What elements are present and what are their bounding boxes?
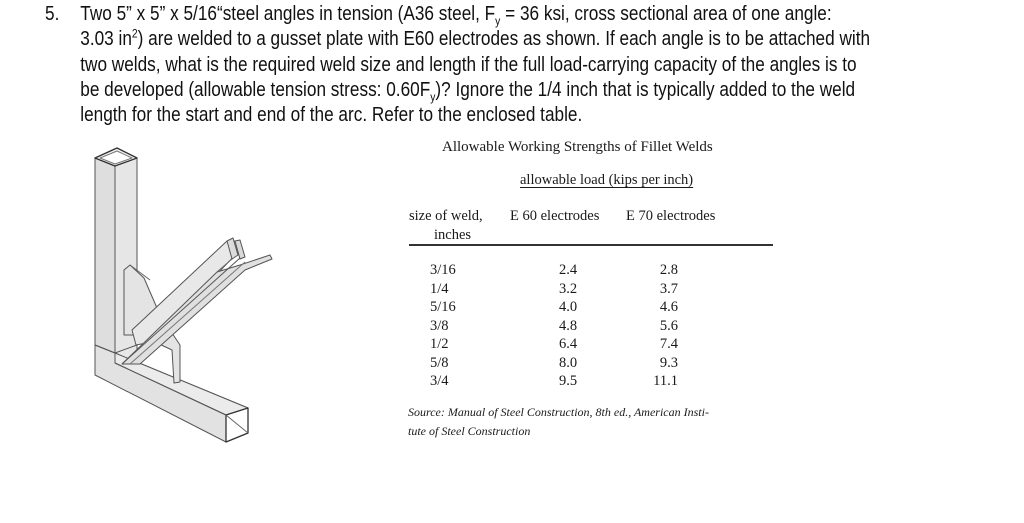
table-header-rule: [409, 244, 773, 246]
cell-size: 3/4: [430, 373, 449, 389]
gusset-connection-figure: [80, 135, 300, 455]
cell-size: 5/16: [430, 299, 456, 315]
cell-e60: 3.2: [558, 280, 578, 297]
text-fragment: = 36 ksi, cross sectional area of one angle:: [500, 3, 832, 25]
problem-number: 5.: [45, 3, 60, 25]
cell-e70: 3.7: [659, 280, 678, 297]
cell-size: 3/16: [430, 262, 456, 278]
problem-line-1: [80, 2, 974, 27]
cell-e60: 4.8: [558, 317, 578, 334]
table-group-header: allowable load (kips per inch): [520, 172, 694, 188]
cell-size: 3/8: [430, 317, 449, 334]
subscript: y: [430, 89, 436, 104]
table-source-line-1: Source: Manual of Steel Construction, 8th ed., American Insti-: [408, 405, 709, 419]
cell-e60: 9.5: [558, 373, 578, 389]
column-header-size-units: inches: [434, 227, 472, 243]
cell-e60: 4.0: [558, 299, 578, 315]
cell-e60: 6.4: [558, 336, 578, 352]
cell-e70: 11.1: [653, 373, 678, 389]
text-fragment: Two 5” x 5” x 5/16“steel angles in tension (A36 steel, F: [80, 3, 496, 25]
cell-size: 5/8: [430, 354, 449, 371]
cell-e70: 5.6: [659, 317, 678, 334]
superscript: 2: [131, 26, 138, 41]
column-header-e60: E 60 electrodes: [510, 208, 600, 224]
subscript: y: [495, 14, 501, 28]
text-fragment: 3.03 in: [80, 28, 132, 51]
problem-line-4: [80, 78, 974, 103]
table-title: Allowable Working Strengths of Fillet Welds: [442, 139, 713, 155]
cell-e60: 2.4: [558, 262, 578, 278]
cell-size: 1/4: [430, 280, 449, 297]
steel-frame-drawing-icon: [80, 135, 300, 455]
table-source-line-2: tute of Steel Construction: [408, 424, 531, 438]
cell-e70: 7.4: [659, 336, 678, 352]
problem-line-5: length for the start and end of the arc. Refer to the enclosed table.: [80, 104, 583, 127]
problem-line-3: two welds, what is the required weld size and length if the full load-carrying capacity of the angles is to: [80, 53, 857, 76]
cell-e70: 4.6: [659, 299, 678, 315]
cell-e70: 9.3: [659, 354, 678, 371]
cell-e60: 8.0: [558, 354, 578, 371]
text-fragment: ) are welded to a gusset plate with E60 electrodes as shown. If each angle is to be attached with: [137, 28, 871, 51]
text-fragment: be developed (allowable tension stress: 0.60F: [80, 78, 431, 101]
cell-e70: 2.8: [659, 262, 678, 278]
problem-text: [80, 2, 974, 128]
problem-line-2: [80, 27, 974, 52]
column-header-e70: E 70 electrodes: [626, 208, 716, 224]
cell-size: 1/2: [430, 336, 449, 352]
column-header-size: size of weld,: [409, 208, 483, 224]
text-fragment: )? Ignore the 1/4 inch that is typically added to the weld: [435, 78, 856, 101]
